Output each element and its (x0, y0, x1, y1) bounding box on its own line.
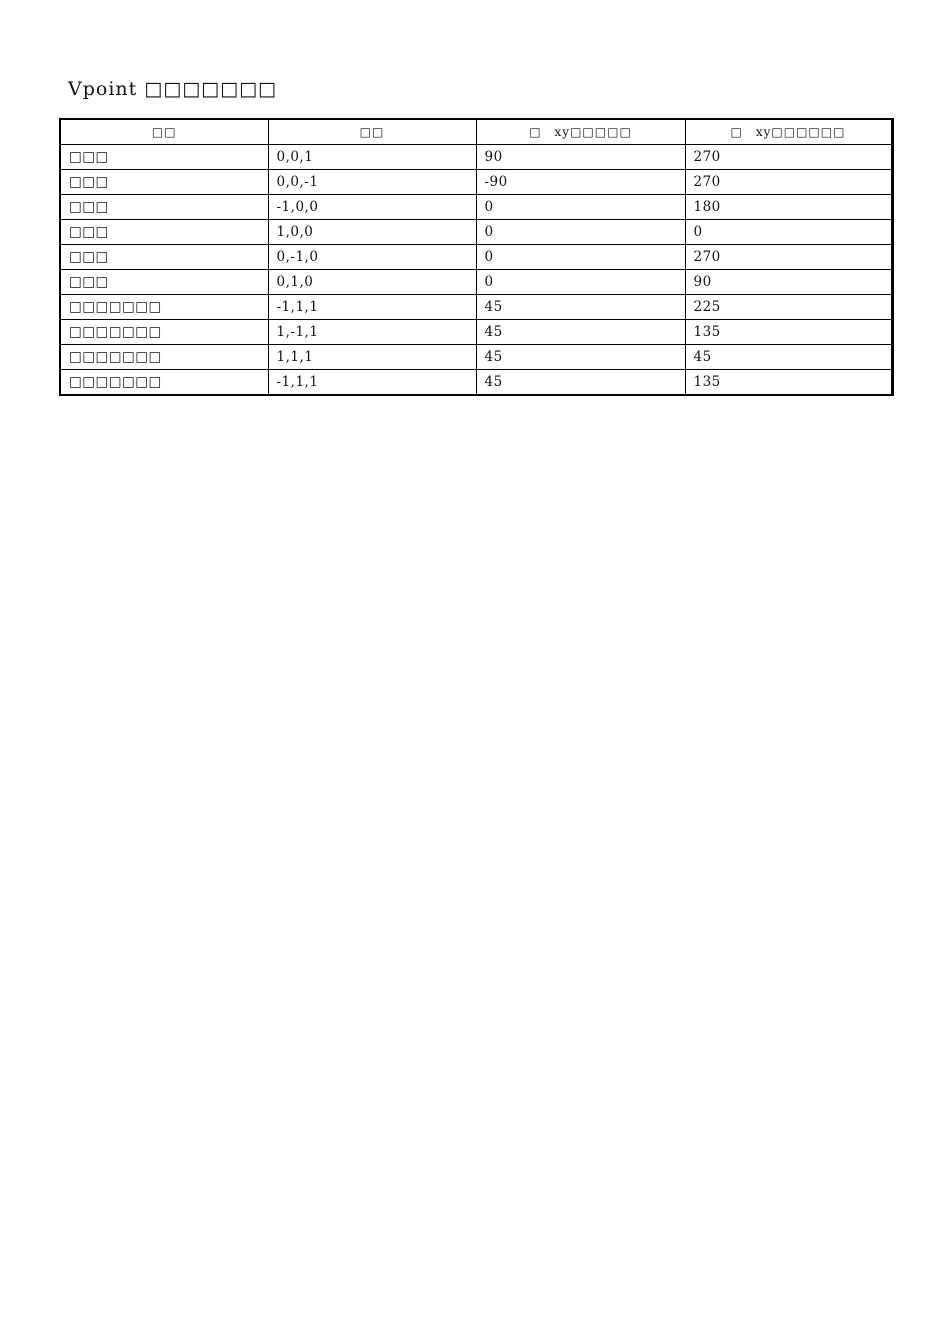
table-cell-angle-in-xy: 225 (685, 295, 892, 320)
table-cell-view-name: □□□□□□□ (60, 320, 268, 345)
table-row (60, 295, 892, 320)
column-header-xy-angle-in: □ xy□□□□□□ (685, 119, 892, 145)
table-cell-vector: -1,1,1 (268, 370, 476, 396)
table-cell-vector: 1,-1,1 (268, 320, 476, 345)
table-cell-angle-in-xy: 270 (685, 170, 892, 195)
table-cell-angle-in-xy: 135 (685, 320, 892, 345)
table-cell-view-name: □□□ (60, 270, 268, 295)
table-cell-angle-from-xy: 0 (476, 195, 685, 220)
table-cell-vector: -1,1,1 (268, 295, 476, 320)
table-row (60, 345, 892, 370)
table-header-row (60, 119, 892, 145)
table-cell-angle-in-xy: 135 (685, 370, 892, 396)
column-header-xy-angle-from: □ xy□□□□□ (476, 119, 685, 145)
table-cell-vector: 1,1,1 (268, 345, 476, 370)
table-cell-angle-from-xy: 45 (476, 320, 685, 345)
table-row (60, 245, 892, 270)
table-cell-vector: -1,0,0 (268, 195, 476, 220)
table-row (60, 320, 892, 345)
column-header-view-name: □□ (60, 119, 268, 145)
table-row (60, 370, 892, 396)
table-row (60, 220, 892, 245)
vpoint-table-container (59, 118, 891, 396)
page-title: Vpoint □□□□□□□ (68, 78, 277, 100)
table-cell-angle-from-xy: 90 (476, 145, 685, 170)
table-cell-angle-from-xy: -90 (476, 170, 685, 195)
table-cell-view-name: □□□ (60, 145, 268, 170)
table-cell-angle-from-xy: 45 (476, 345, 685, 370)
column-header-vector: □□ (268, 119, 476, 145)
table-row (60, 145, 892, 170)
table-row (60, 195, 892, 220)
table-cell-view-name: □□□□□□□ (60, 345, 268, 370)
table-cell-view-name: □□□ (60, 170, 268, 195)
table-cell-angle-from-xy: 45 (476, 370, 685, 396)
table-cell-view-name: □□□ (60, 220, 268, 245)
table-cell-angle-in-xy: 90 (685, 270, 892, 295)
table-cell-vector: 0,0,-1 (268, 170, 476, 195)
table-cell-vector: 1,0,0 (268, 220, 476, 245)
table-cell-view-name: □□□□□□□ (60, 370, 268, 396)
table-cell-angle-from-xy: 45 (476, 295, 685, 320)
table-cell-view-name: □□□ (60, 245, 268, 270)
table-row (60, 270, 892, 295)
table-cell-angle-in-xy: 270 (685, 245, 892, 270)
table-cell-vector: 0,1,0 (268, 270, 476, 295)
table-cell-vector: 0,-1,0 (268, 245, 476, 270)
table-cell-view-name: □□□ (60, 195, 268, 220)
table-cell-angle-from-xy: 0 (476, 270, 685, 295)
table-cell-angle-in-xy: 270 (685, 145, 892, 170)
table-cell-angle-in-xy: 0 (685, 220, 892, 245)
table-cell-angle-in-xy: 180 (685, 195, 892, 220)
table-cell-angle-from-xy: 0 (476, 220, 685, 245)
vpoint-table (59, 118, 894, 396)
table-row (60, 170, 892, 195)
table-cell-view-name: □□□□□□□ (60, 295, 268, 320)
table-cell-vector: 0,0,1 (268, 145, 476, 170)
table-cell-angle-from-xy: 0 (476, 245, 685, 270)
table-cell-angle-in-xy: 45 (685, 345, 892, 370)
